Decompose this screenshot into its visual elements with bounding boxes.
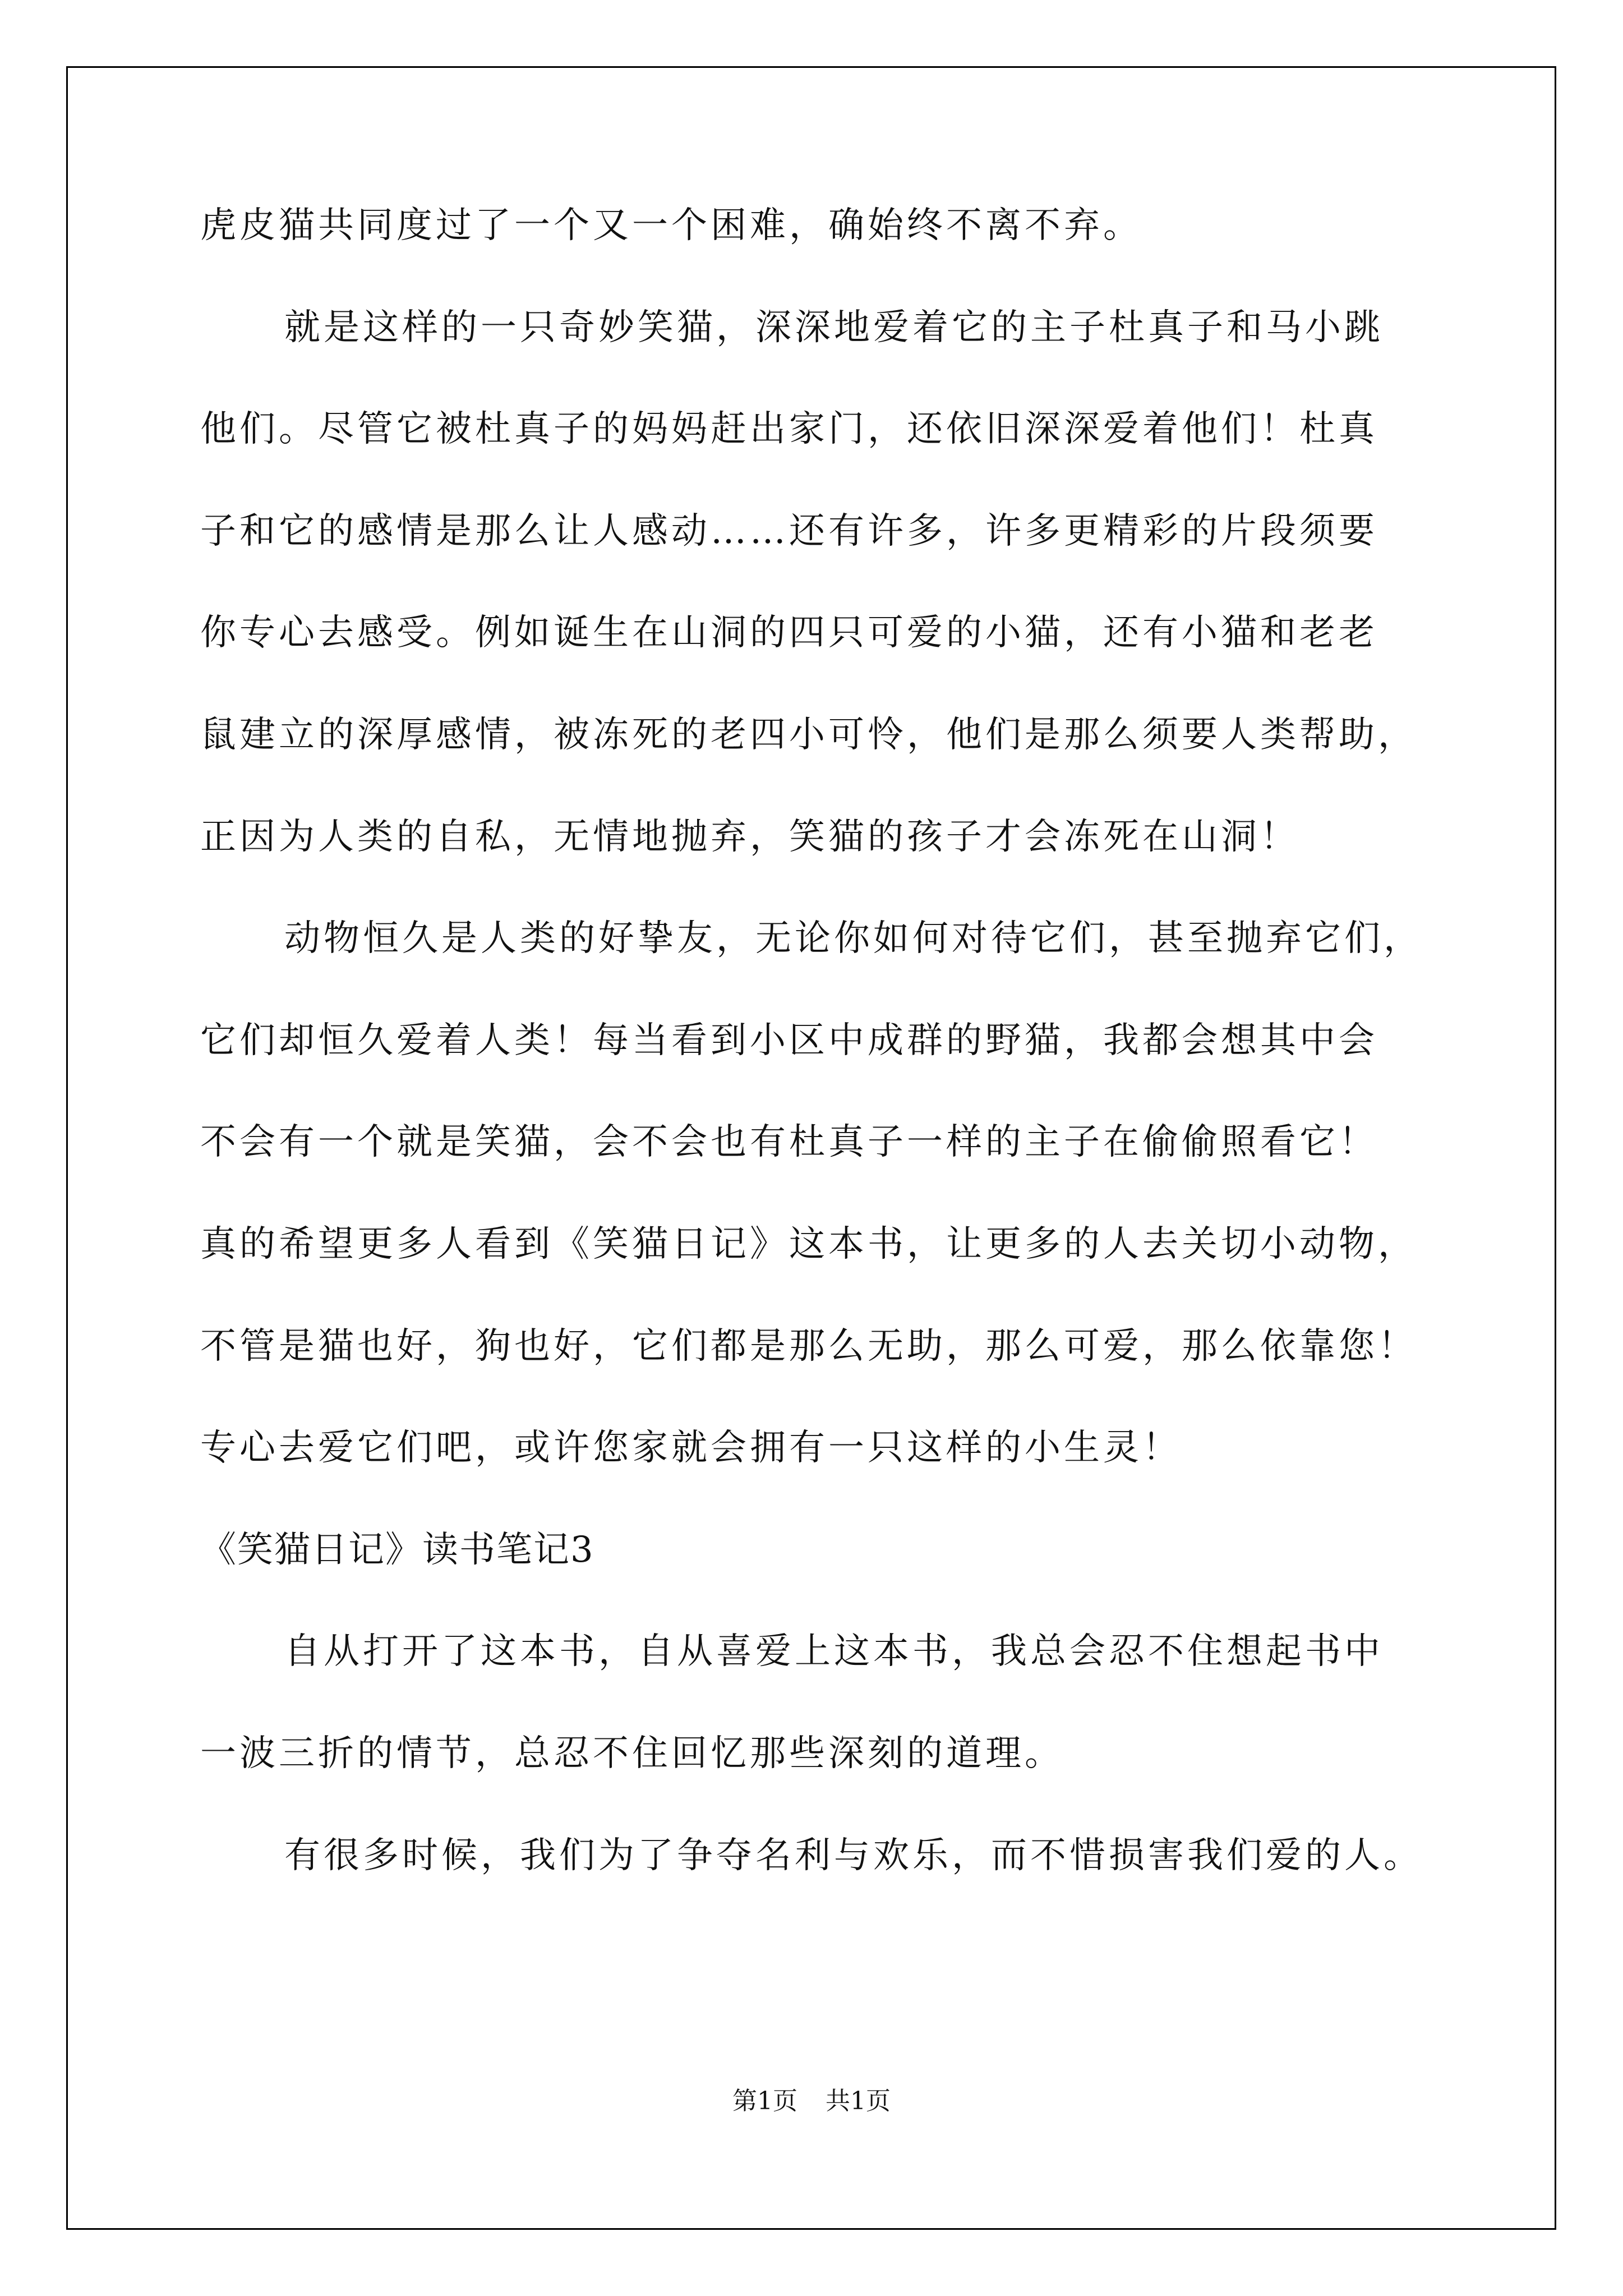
text-line: 鼠建立的深厚感情，被冻死的老四小可怜，他们是那么须要人类帮助， [200, 714, 1417, 756]
section-heading: 《笑猫日记》读书笔记3 [200, 1529, 594, 1571]
text-line: 有很多时候，我们为了争夺名利与欢乐，而不惜损害我们爱的人。 [284, 1835, 1423, 1876]
text-line: 真的希望更多人看到《笑猫日记》这本书，让更多的人去关切小动物， [200, 1223, 1417, 1265]
text-line: 不会有一个就是笑猫，会不会也有杜真子一样的主子在偷偷照看它！ [200, 1121, 1378, 1163]
page-number: 第1页 [732, 2087, 797, 2115]
text-line: 就是这样的一只奇妙笑猫，深深地爱着它的主子杜真子和马小跳 [284, 307, 1384, 348]
text-line: 自从打开了这本书，自从喜爱上这本书，我总会忍不住想起书中 [284, 1631, 1384, 1672]
text-line: 他们。尽管它被杜真子的妈妈赶出家门，还依旧深深爱着他们！杜真 [200, 408, 1378, 450]
text-line: 专心去爱它们吧，或许您家就会拥有一只这样的小生灵！ [200, 1427, 1182, 1469]
text-line: 子和它的感情是那么让人感动……还有许多，许多更精彩的片段须要 [200, 510, 1378, 552]
text-line: 它们却恒久爱着人类！每当看到小区中成群的野猫，我都会想其中会 [200, 1020, 1378, 1061]
page-footer [0, 2086, 1623, 2117]
text-line: 动物恒久是人类的好挚友，无论你如何对待它们，甚至抛弃它们， [284, 918, 1423, 959]
text-line: 不管是猫也好，狗也好，它们都是那么无助，那么可爱，那么依靠您！ [200, 1326, 1417, 1367]
page-total: 共1页 [826, 2087, 891, 2115]
text-line: 虎皮猫共同度过了一个又一个困难，确始终不离不弃。 [200, 205, 1142, 246]
text-line: 你专心去感受。例如诞生在山洞的四只可爱的小猫，还有小猫和老老 [200, 612, 1378, 654]
text-line: 正因为人类的自私，无情地抛弃，笑猫的孩子才会冻死在山洞！ [200, 816, 1299, 858]
text-line: 一波三折的情节，总忍不住回忆那些深刻的道理。 [200, 1733, 1064, 1774]
